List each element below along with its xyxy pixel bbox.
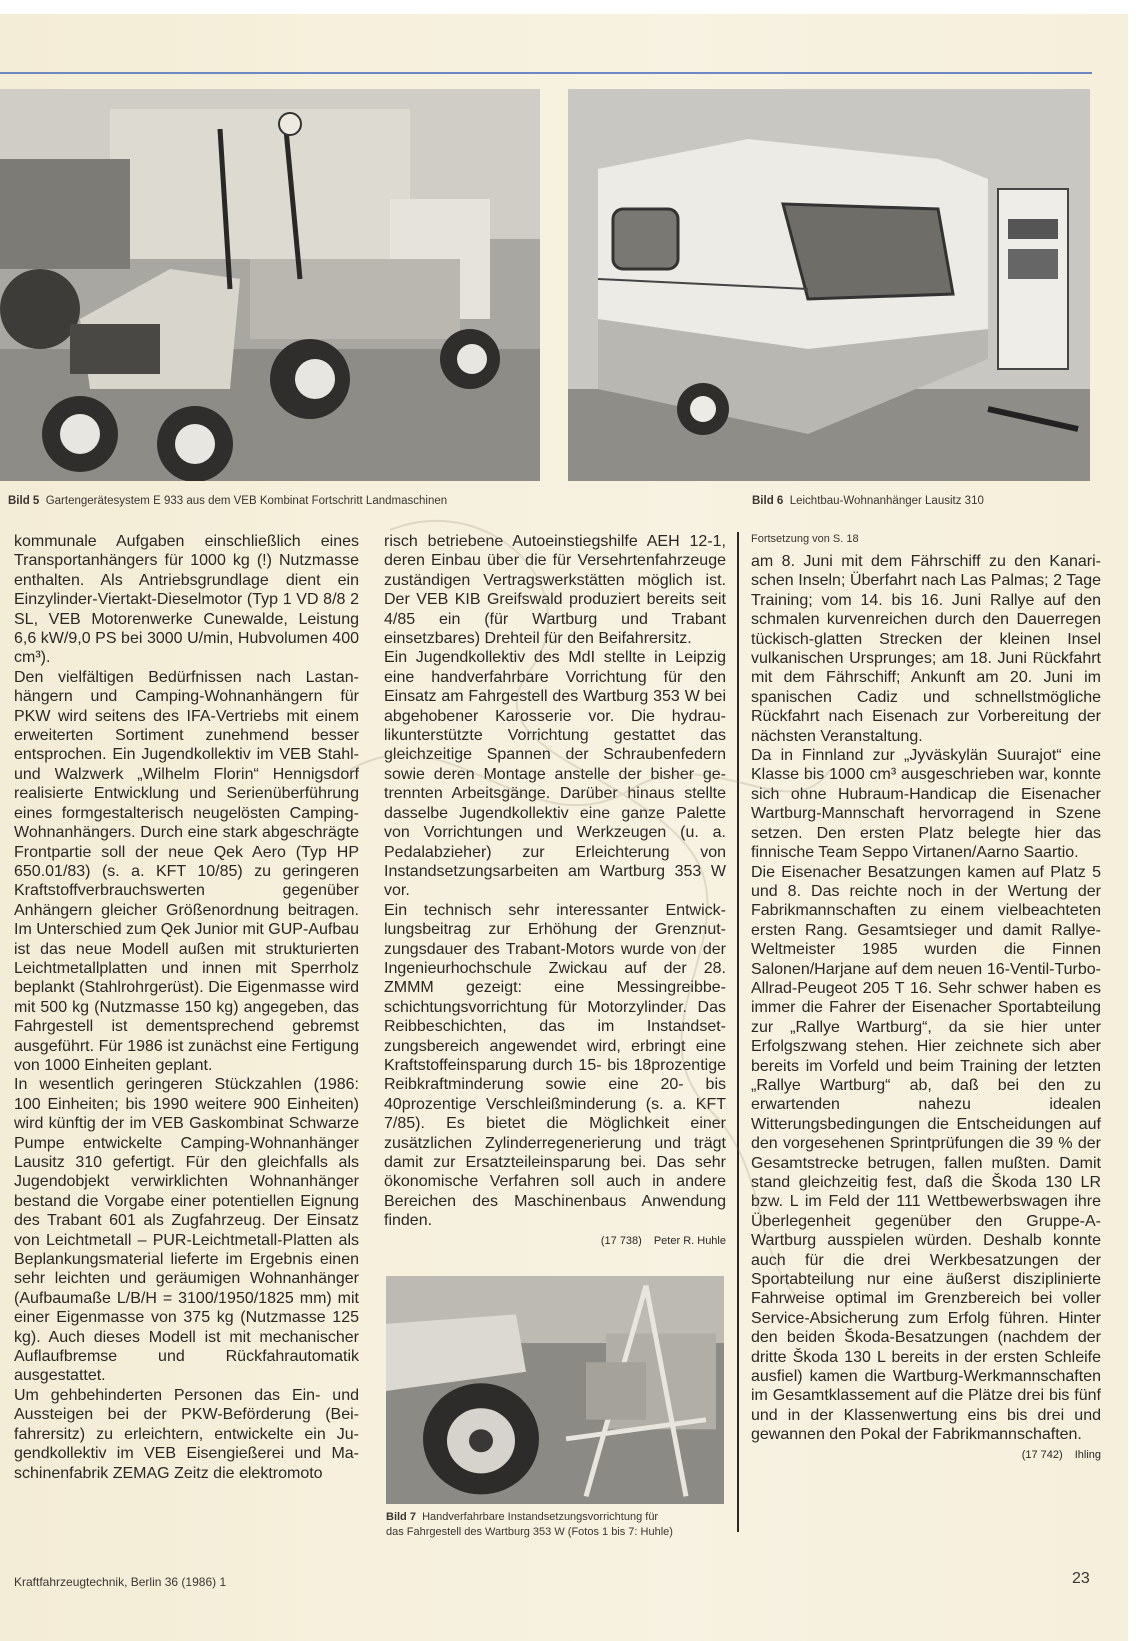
header-rule [0,72,1092,74]
figure-label: Bild 5 [8,495,40,507]
garden-tractor-photo [0,89,540,481]
figure-caption-text: Handverfahrbare Instandsetzungsvorrichtung für [422,1511,659,1523]
author-name: Peter R. Huhle [653,1234,726,1247]
reference-number: (17 742) [1021,1448,1063,1461]
article-column-2 [384,532,726,1249]
page-number: 23 [1072,1570,1090,1587]
figure-caption-text: Gartengerätesystem E 933 aus dem VEB Kombinat Fortschritt Landmaschinen [45,495,448,507]
paragraph: Da in Finnland zur „Jyväskylän Suurajot“ eine Klasse bis 1000 cm³ ausgeschrieben war, konnte sich ohne Hubraum-Handicap die Eisenacher Wartburg-Mannschaft hervorragend in Szene setzen. Den ersten Platz belegte hier das finnische Team Seppo Virtanen/Aarno Saartio. [751,747,1101,862]
figure-caption-bild6 [752,495,984,507]
article-column-1 [14,532,359,1483]
paragraph: Den vielfältigen Bedürfnissen nach Lastanhängern und Camping-Wohnanhängern für PKW wird seitens des IFA-Vertriebs mit einem erweiterten Sortiment zunehmend besser entsprochen. Ein Jugendkollektiv im VEB Stahl- und Walzwerk „Wilhelm Florin“ Hennigsdorf realisierte Entwicklung und Serienüberführung eines formgestalterisch neugelösten Camping-Wohnanhängers. Durch eine stark abgeschrägte Frontpartie soll der neue Qek Aero (Typ HP 650.01/83) (s. a. KFT 10/85) zu geringeren Kraftstoffverbrauchswerten gegenüber Anhängern gleicher Größenordnung beitragen. Im Unterschied zum Qek Junior mit GUP-Aufbau ist das neue Modell außen mit strukturierten Leichtmetallplatten und innen mit Sperrholz beplankt (Stahlrohrgerüst). Die Eigenmasse wird mit 500 kg (Nutzmasse 150 kg) angegeben, das Fahrgestell ist dementsprechend gebremst ausgeführt. Für 1986 ist zunächst eine Fertigung von 1000 Einheiten geplant. [14,668,360,1074]
paragraph: risch betriebene Autoeinstiegshilfe AEH 12-1, deren Einbau über die für Versehrtenfahrzeuge zuständigen Vertragswerkstätten möglich ist. Der VEB KIB Greifswald produziert bereits seit 4/85 ein (für Wartburg und Trabant einsetzbares) Drehteil für den Beifahrersitz. [384,533,726,648]
paragraph: kommunale Aufgaben einschließlich eines Transportanhängers für 1000 kg (!) Nutzmasse enthalten. Als Antriebsgrundlage dient ein Einzylinder-Viertakt-Dieselmotor (Typ 1 VD 8/8 2 SL, VEB Motorenwerke Cunewalde, Leistung 6,6 kW/9,0 PS bei 3000 U/min, Hubvolumen 400 cm³). [14,533,359,667]
repair-device-photo [386,1276,724,1504]
figure-label: Bild 6 [752,495,784,507]
paragraph: Ein technisch sehr interessanter Entwicklungsbeitrag zur Erhöhung der Grenznutzungsdauer des Trabant-Motors wurde von der Ingenieurhochschule Zwickau auf der 28. ZMMM gezeigt: eine Messingreibbeschichtungsvorrichtung für Motorzylinder. Das Reibbeschichten, das im Instandsetzungsbereich angewendet wird, erbringt eine Kraftstoffeinsparung durch 15- bis 18prozentige Reibkraftminderung sowie eine 20- bis 40prozentige Verschleißminderung (s. a. KFT 7/85). Es bietet die Möglichkeit einer zusätzlichen Zylinderregenerierung und trägt damit zur Ersatzteileinsparung bei. Das sehr ökonomische Verfahren soll auch in andere Bereichen des Maschinenbaus Anwendung finden. [384,901,726,1230]
paragraph: In wesentlich geringeren Stückzahlen (1986: 100 Einheiten; bis 1990 weitere 900 Einheiten) wird künftig der im VEB Gaskombinat Schwarze Pumpe entwickelte Camping-Wohnanhänger Lausitz 310 gefertigt. Für den gleichfalls als Jugendobjekt verwirklichten Wohnanhänger bestand die Vorgabe einer potentiellen Eignung des Trabant 601 als Zugfahrzeug. Der Einsatz von Leichtmetall – PUR-Leichtmetall-Platten als Beplankungsmaterial lieferte im Ergebnis einen sehr leichten und geräumigen Wohnanhänger (Aufbaumaße L/B/H = 3100/1950/1825 mm) mit einer Eigenmasse von 375 kg (Nutzmasse 125 kg). Auch dieses Modell ist mit mechanischer Auflaufbremse und Rückfahrautomatik ausgestattet. [14,1076,359,1385]
continuation-note: Fortsetzung von S. 18 [751,533,859,545]
figure-caption-text: das Fahrgestell des Wartburg 353 W (Fotos 1 bis 7: Huhle) [386,1526,673,1538]
paragraph: Ein Jugendkollektiv des MdI stellte in Leipzig eine handverfahrbare Vorrichtung für den Einsatz am Fahrgestell des Wartburg 353 W bei abgehobener Karosserie vor. Die hydraulikunterstützte Vorrichtung gestattet das gleichzeitige Spannen der Schraubenfedern sowie deren Montage anstelle der bisher getrennten Arbeitsgänge. Darüber hinaus stellte dasselbe Jugendkollektiv eine ganze Palette von Vorrichtungen und Werkzeugen (u. a. Pedalabzieher) zur Erleichterung von Instandsetzungsarbeiten am Wartburg 353 W vor. [384,649,726,900]
article-signature [384,1233,726,1249]
paragraph: Um gehbehinderten Personen das Ein- und Aussteigen bei der PKW-Beförderung (Beifahrersitz) zu erleichtern, entwickelte ein Jugendkollektiv im VEB Eisengießerei und Maschinenfabrik ZEMAG Zeitz die elektromoto [14,1386,359,1482]
reference-number: (17 738) [600,1234,642,1247]
column-divider [737,532,739,1532]
figure-caption-text: Leichtbau-Wohnanhänger Lausitz 310 [789,495,984,507]
article-signature [751,1447,1101,1463]
author-name: Ihling [1074,1448,1101,1461]
paragraph: Die Eisenacher Besatzungen kamen auf Platz 5 und 8. Das reichte noch in der Wertung der Fabrikmannschaften zu einem vielbeachteten ersten Rang. Gesamtsieger und damit Rallye-Weltmeister 1985 wurden die Finnen Salonen/Harjane auf dem neuen 16-Ventil-Turbo-Allrad-Peugeot 205 T 16. Sehr schwer haben es immer die Fahrer der Eisenacher Sportabteilung zur „Rallye Wartburg“, da sie hier unter Erfolgszwang stehen. Hier zeichnete sich aber bereits im Vorfeld und beim Training der letzten „Rallye Wartburg“ ab, daß bei den zu erwartenden nahezu idealen Witterungsbedingungen die Entscheidungen auf den vorgesehenen Sprintprüfungen die 39 % der Gesamtstrecke betrugen, fallen mußten. Damit stand gleichzeitig fest, daß die Škoda 130 LR bzw. L im Feld der 111 Wettbewerbswagen ihre Überlegenheit gegenüber den Gruppe-A-Wartburg ausspielen würden. Deshalb konnte auch für die drei Werkbesatzungen der Sportabteilung nur eine äußerst disziplinierte Fahrweise optimal im Grenzbereich bei voller Service-Absicherung zum Erfolg führen. Hinter den beiden Škoda-Besatzungen (nachdem der dritte Škoda 130 L bereits in der ersten Schleife ausfiel) kamen die Wartburg-Werkmannschaften im Gesamtklassement auf die Plätze drei bis fünf und in der Klassenwertung eins bis drei und gewannen den Pokal der Fabrikmannschaften. [751,863,1101,1444]
figure-caption-bild5 [8,495,447,507]
publication-footer: Kraftfahrzeugtechnik, Berlin 36 (1986) 1 [14,1575,227,1589]
figure-label: Bild 7 [386,1511,416,1523]
figure-caption-bild7 [386,1510,724,1540]
article-column-3 [751,552,1101,1463]
caravan-photo [568,89,1090,481]
paragraph: am 8. Juni mit dem Fährschiff zu den Kanarischen Inseln; Überfahrt nach Las Palmas; 2 Tage Training; vom 14. bis 16. Juni Rallye auf den schmalen kurvenreichen durch den Dauerregen tückisch-glatten Strecken der kleinen Insel vulkanischen Ursprunges; am 18. Juni Rückfahrt mit dem Fährschiff; Ankunft am 20. Juni im spanischen Cadiz und schnellstmögliche Rückfahrt nach Eisenach zur Vorbereitung der nächsten Veranstaltung. [751,553,1101,745]
